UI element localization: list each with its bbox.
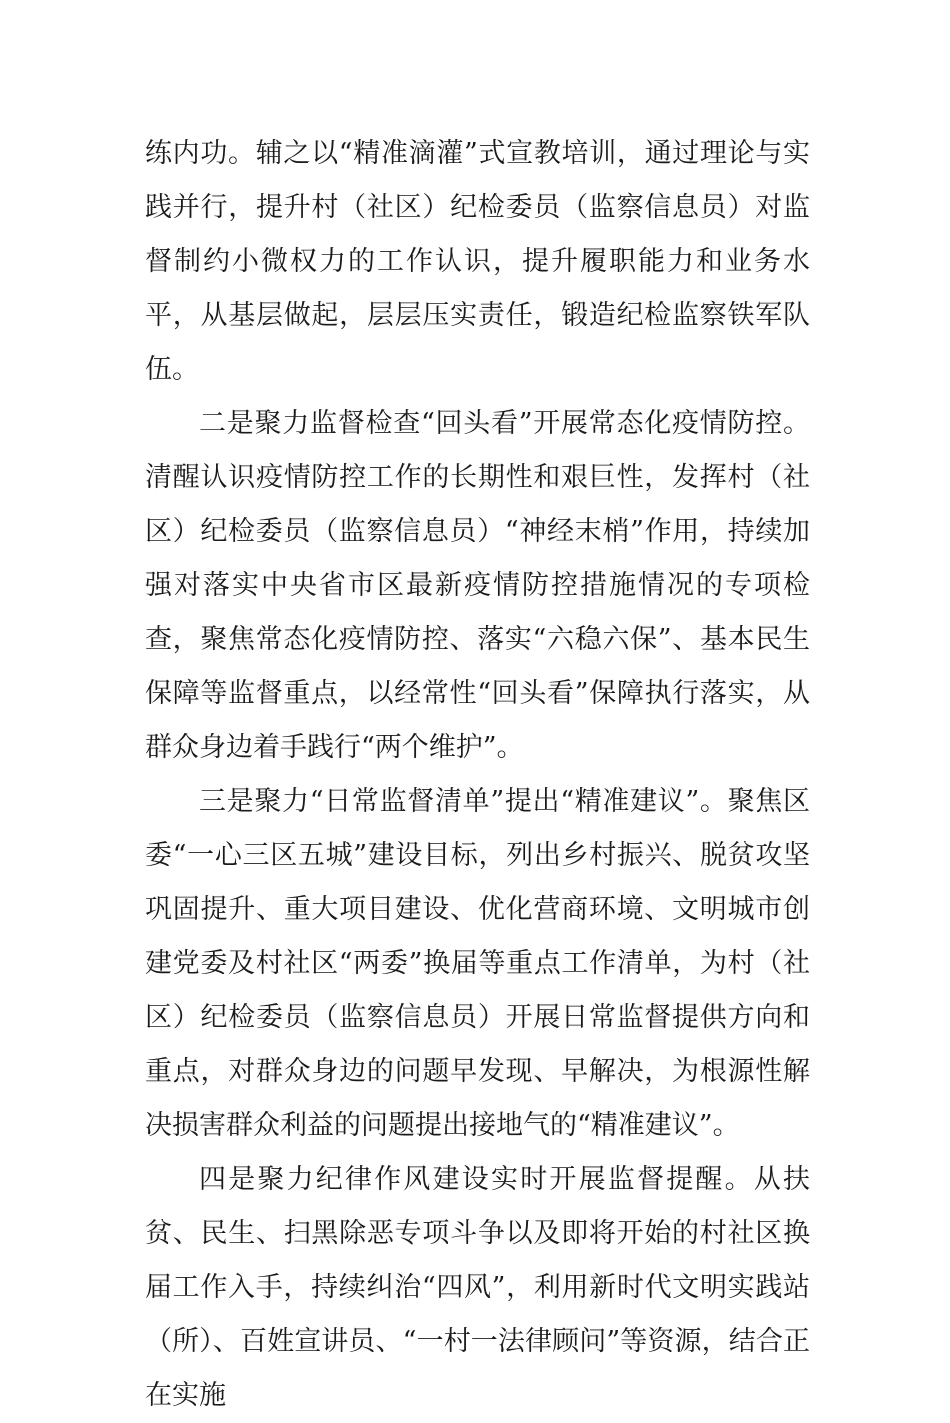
- paragraph-point-two: 二是聚力监督检查“回头看”开展常态化疫情防控。清醒认识疫情防控工作的长期性和艰巨性，发挥村（社区）纪检委员（监察信息员）“神经末梢”作用，持续加强对落实中央省市区最新疫情防控措施情况的专项检查，聚焦常态化疫情防控、落实“六稳六保”、基本民生保障等监督重点，以经常性“回头看”保障执行落实，从群众身边着手践行“两个维护”。: [145, 408, 810, 763]
- paragraph-point-three: 三是聚力“日常监督清单”提出“精准建议”。聚焦区委“一心三区五城”建设目标，列出乡村振兴、脱贫攻坚巩固提升、重大项目建设、优化营商环境、文明城市创建党委及村社区“两委”换届等重点工作清单，为村（社区）纪检委员（监察信息员）开展日常监督提供方向和重点，对群众身边的问题早发现、早解决，为根源性解决损害群众利益的问题提出接地气的“精准建议”。: [145, 786, 810, 1141]
- paragraph-point-four: 四是聚力纪律作风建设实时开展监督提醒。从扶贫、民生、扫黑除恶专项斗争以及即将开始的村社区换届工作入手，持续纠治“四风”，利用新时代文明实践站（所）、百姓宣讲员、“一村一法律顾问”等资源，结合正在实施: [145, 1164, 810, 1411]
- document-body: [145, 127, 810, 1423]
- paragraph-continuation: 练内功。辅之以“精准滴灌”式宣教培训，通过理论与实践并行，提升村（社区）纪检委员（监察信息员）对监督制约小微权力的工作认识，提升履职能力和业务水平，从基层做起，层层压实责任，锻造纪检监察铁军队伍。: [145, 138, 810, 385]
